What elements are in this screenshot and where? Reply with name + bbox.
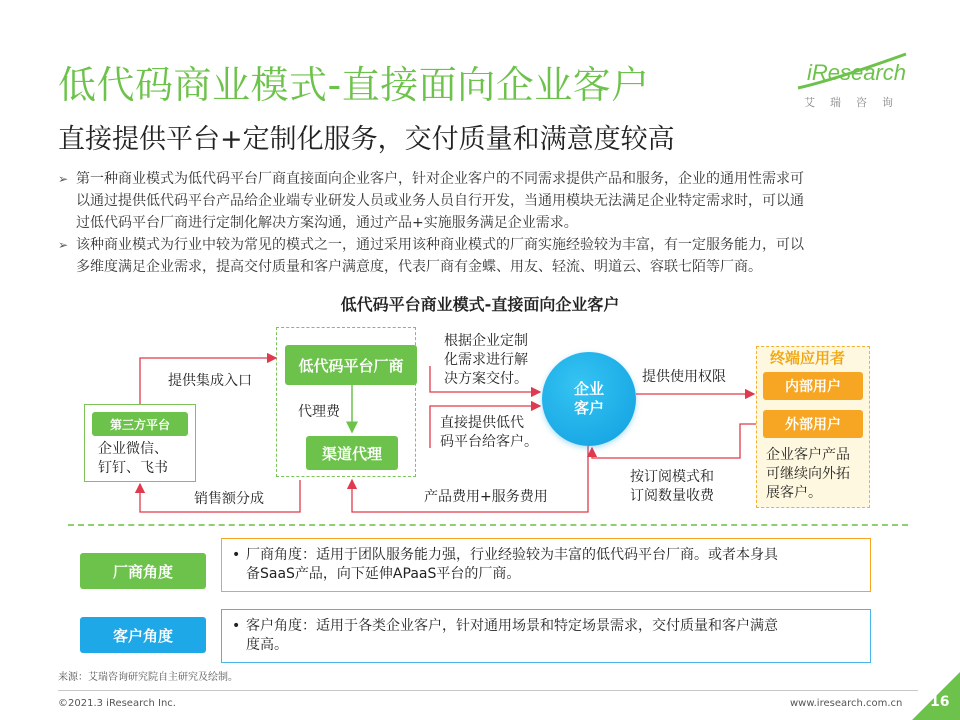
- direct-provide-line: 直接提供低代: [440, 415, 524, 431]
- subscription-line: 按订阅模式和: [630, 469, 714, 485]
- custom-solution-line: 决方案交付。: [444, 371, 528, 387]
- third-party-box: [92, 412, 188, 436]
- bullet-line: 过低代码平台厂商进行定制化解决方案沟通，通过产品+实施服务满足企业需求。: [76, 215, 578, 231]
- subscription-label: [630, 468, 714, 506]
- direct-provide-line: 码平台给客户。: [440, 434, 538, 450]
- source-note: 来源：艾瑞咨询研究院自主研究及绘制。: [58, 672, 238, 683]
- arrow-bullet-icon: ➢: [58, 172, 69, 186]
- page-title: 低代码商业模式-直接面向企业客户: [58, 63, 650, 107]
- bullet-line: 第一种商业模式为低代码平台厂商直接面向企业客户，针对企业客户的不同需求提供产品和服务，企业的通用性需求可: [76, 171, 804, 187]
- external-users-label: 外部用户: [785, 417, 841, 433]
- external-users-box: [763, 410, 863, 438]
- sales-share-label: 销售额分成: [194, 491, 264, 507]
- logo-sub: 艾瑞咨询: [804, 96, 908, 109]
- usage-rights-label: 提供使用权限: [642, 369, 726, 385]
- diagram-title: 低代码平台商业模式-直接面向企业客户: [340, 295, 620, 314]
- third-party-label: 第三方平台: [109, 417, 170, 432]
- custom-solution-label: [444, 332, 528, 389]
- enterprise-customer-node: [542, 352, 636, 446]
- panel-line: 厂商角度：适用于团队服务能力强，行业经验较为丰富的低代码平台厂商。或者本身具: [246, 547, 778, 563]
- customer-perspective-tag: [80, 617, 206, 653]
- website-link[interactable]: www.iresearch.com.cn: [790, 698, 903, 709]
- vendor-perspective-panel: [221, 538, 871, 592]
- channel-agent-label: 渠道代理: [321, 444, 382, 463]
- logo-brand: iResearch: [806, 60, 906, 85]
- panel-line: 度高。: [246, 637, 288, 653]
- customer-label-line: 企业: [573, 380, 604, 398]
- subscription-line: 订阅数量收费: [630, 488, 714, 504]
- customer-perspective-panel: [221, 609, 871, 663]
- agent-fee-label: 代理费: [298, 404, 340, 420]
- platform-vendor-label: 低代码平台厂商: [298, 356, 404, 375]
- vendor-perspective-tag-label: 厂商角度: [112, 562, 173, 581]
- external-desc-line: 展客户。: [766, 485, 822, 501]
- platform-vendor-box: [285, 345, 417, 385]
- custom-solution-line: 化需求进行解: [444, 352, 528, 368]
- customer-perspective-tag-label: 客户角度: [112, 626, 173, 645]
- copyright: ©2021.3 iResearch Inc.: [58, 698, 176, 709]
- footer-divider: [58, 690, 918, 691]
- panel-line: 客户角度：适用于各类企业客户，针对通用场景和特定场景需求，交付质量和客户满意: [246, 618, 778, 634]
- direct-provide-label: [440, 414, 538, 452]
- panel-line: 备SaaS产品，向下延伸APaaS平台的厂商。: [246, 566, 521, 582]
- third-party-desc-line: 钉钉、飞书: [98, 460, 168, 476]
- bullet-line: 多维度满足企业需求，提高交付质量和客户满意度，代表厂商有金蝶、用友、轻流、明道云、容联七陌等厂商。: [76, 259, 762, 275]
- internal-users-label: 内部用户: [785, 379, 841, 395]
- terminal-users-label: 终端应用者: [770, 349, 846, 367]
- internal-users-box: [763, 372, 863, 400]
- bullet-dot-icon: •: [232, 618, 241, 634]
- custom-solution-line: 根据企业定制: [444, 333, 528, 349]
- external-desc: [766, 446, 850, 503]
- third-party-desc-line: 企业微信、: [98, 441, 168, 457]
- third-party-desc: [98, 440, 168, 478]
- external-desc-line: 企业客户产品: [766, 447, 850, 463]
- integration-entry-label: 提供集成入口: [168, 373, 252, 389]
- customer-label-line: 客户: [573, 399, 604, 417]
- product-fee-label: 产品费用+服务费用: [424, 489, 548, 505]
- page-subtitle: 直接提供平台+定制化服务，交付质量和满意度较高: [58, 124, 675, 155]
- arrow-bullet-icon: ➢: [58, 238, 69, 252]
- page-number: 16: [930, 694, 950, 710]
- external-desc-line: 可继续向外拓: [766, 466, 850, 482]
- bullet-line: 以通过提供低代码平台产品给企业端专业研发人员或业务人员自行开发，当通用模块无法满足企业特定需求时，可以通: [76, 193, 804, 209]
- bullet-line: 该种商业模式为行业中较为常见的模式之一，通过采用该种商业模式的厂商实施经验较为丰富，有一定服务能力，可以: [76, 237, 804, 253]
- vendor-perspective-tag: [80, 553, 206, 589]
- channel-agent-box: [306, 436, 398, 470]
- section-divider: [68, 524, 908, 526]
- bullet-dot-icon: •: [232, 547, 241, 563]
